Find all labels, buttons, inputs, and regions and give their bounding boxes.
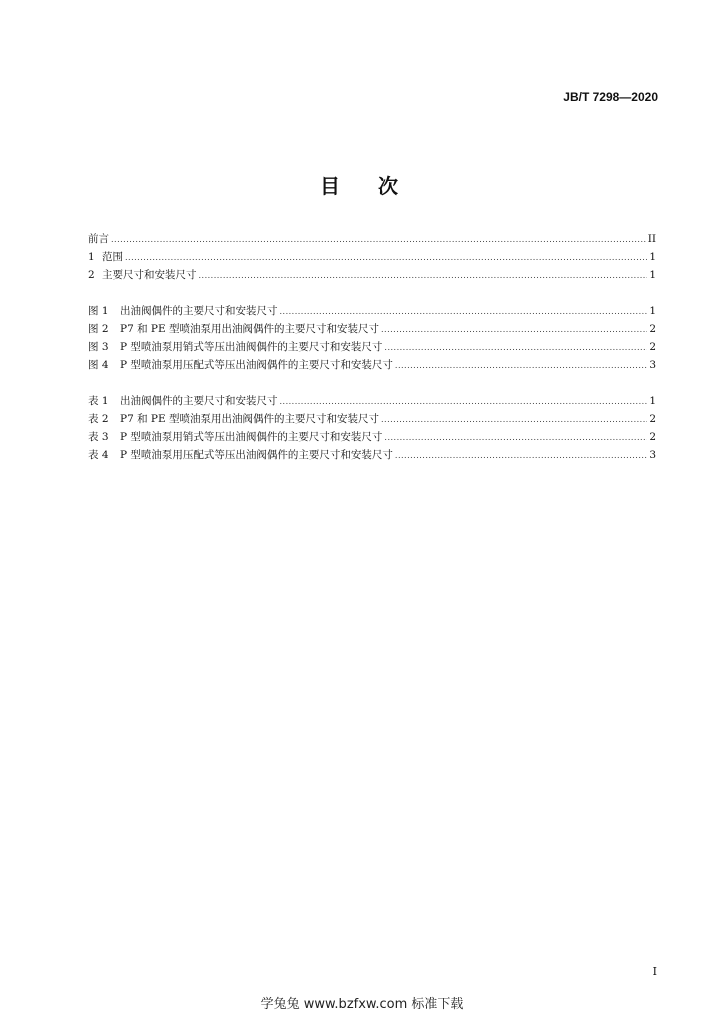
toc-entry-page: 2 bbox=[649, 341, 656, 353]
toc-leader-dots bbox=[384, 339, 647, 357]
toc-title-char-2: 次 bbox=[378, 174, 404, 198]
toc-entry-page: 3 bbox=[649, 359, 656, 371]
toc-entry-page: 1 bbox=[649, 305, 656, 317]
toc-entry-label: 主要尺寸和安装尺寸 bbox=[102, 269, 197, 281]
toc-entry-label: 范围 bbox=[102, 251, 123, 263]
toc-entry-table-3[interactable] bbox=[88, 428, 656, 446]
toc-leader-dots bbox=[395, 357, 647, 375]
toc-entry-number: 表 1 bbox=[88, 395, 109, 407]
toc-entry-number: 图 1 bbox=[88, 305, 109, 317]
toc-entry-page: 1 bbox=[649, 251, 656, 263]
toc-entry-figure-4[interactable] bbox=[88, 356, 656, 374]
toc-entry-label: P 型喷油泵用销式等压出油阀偶件的主要尺寸和安装尺寸 bbox=[120, 341, 383, 353]
toc-entry-page: 2 bbox=[649, 323, 656, 335]
toc-entry-page: 3 bbox=[649, 449, 656, 461]
toc-entry-number: 表 4 bbox=[88, 449, 109, 461]
toc-entry-label: P7 和 PE 型喷油泵用出油阀偶件的主要尺寸和安装尺寸 bbox=[120, 323, 379, 335]
toc-entry-label: P7 和 PE 型喷油泵用出油阀偶件的主要尺寸和安装尺寸 bbox=[120, 413, 379, 425]
toc-entry-label: 出油阀偶件的主要尺寸和安装尺寸 bbox=[120, 395, 278, 407]
page-number: I bbox=[652, 965, 657, 978]
toc-entry-label: P 型喷油泵用压配式等压出油阀偶件的主要尺寸和安装尺寸 bbox=[120, 449, 393, 461]
toc-entry-label: P 型喷油泵用销式等压出油阀偶件的主要尺寸和安装尺寸 bbox=[120, 431, 383, 443]
toc-entry-label: P 型喷油泵用压配式等压出油阀偶件的主要尺寸和安装尺寸 bbox=[120, 359, 393, 371]
toc-entry-number: 2 bbox=[88, 269, 95, 281]
toc-entry-figure-2[interactable] bbox=[88, 320, 656, 338]
toc-leader-dots bbox=[280, 393, 648, 411]
table-of-contents bbox=[88, 230, 656, 482]
toc-entry-page: 1 bbox=[649, 395, 656, 407]
toc-sections bbox=[88, 230, 656, 284]
toc-entry-label: 前言 bbox=[88, 233, 109, 245]
toc-entry-figure-1[interactable] bbox=[88, 302, 656, 320]
toc-leader-dots bbox=[395, 447, 647, 465]
toc-entry-scope[interactable] bbox=[88, 248, 656, 266]
toc-entry-dimensions[interactable] bbox=[88, 266, 656, 284]
toc-figures bbox=[88, 302, 656, 374]
toc-entry-label: 出油阀偶件的主要尺寸和安装尺寸 bbox=[120, 305, 278, 317]
watermark-text: 学兔兔 www.bzfxw.com 标准下载 bbox=[260, 997, 464, 1012]
toc-entry-foreword[interactable] bbox=[88, 230, 656, 248]
toc-leader-dots bbox=[384, 429, 647, 447]
toc-leader-dots bbox=[111, 231, 646, 249]
toc-entry-number: 表 3 bbox=[88, 431, 109, 443]
toc-entry-page: II bbox=[647, 233, 656, 245]
toc-entry-number: 图 2 bbox=[88, 323, 109, 335]
toc-title-char-1: 目 bbox=[320, 174, 346, 198]
toc-entry-figure-3[interactable] bbox=[88, 338, 656, 356]
toc-entry-number: 图 4 bbox=[88, 359, 109, 371]
toc-leader-dots bbox=[199, 267, 648, 285]
toc-entry-number: 图 3 bbox=[88, 341, 109, 353]
toc-tables bbox=[88, 392, 656, 464]
toc-entry-table-1[interactable] bbox=[88, 392, 656, 410]
toc-entry-table-4[interactable] bbox=[88, 446, 656, 464]
toc-leader-dots bbox=[381, 411, 647, 429]
toc-leader-dots bbox=[381, 321, 647, 339]
toc-entry-table-2[interactable] bbox=[88, 410, 656, 428]
toc-entry-page: 2 bbox=[649, 431, 656, 443]
standard-number: JB/T 7298—2020 bbox=[563, 90, 658, 104]
toc-entry-page: 1 bbox=[649, 269, 656, 281]
toc-entry-number: 表 2 bbox=[88, 413, 109, 425]
toc-entry-page: 2 bbox=[649, 413, 656, 425]
toc-leader-dots bbox=[125, 249, 647, 267]
toc-title bbox=[0, 170, 724, 199]
toc-entry-number: 1 bbox=[88, 251, 95, 263]
toc-leader-dots bbox=[280, 303, 648, 321]
